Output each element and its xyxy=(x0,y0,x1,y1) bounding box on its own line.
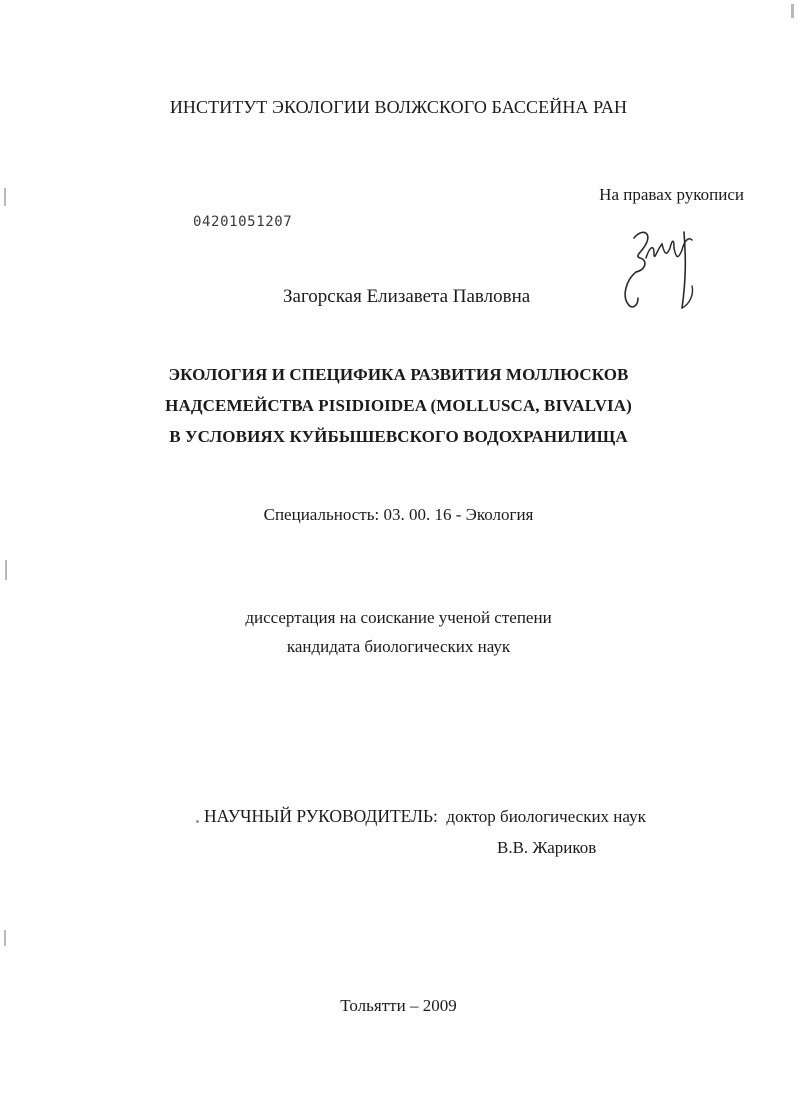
dissertation-line-2: кандидата биологических наук xyxy=(286,637,511,656)
city-year: Тольятти – 2009 xyxy=(340,996,457,1015)
advisor-name: В.В. Жариков xyxy=(497,838,597,857)
scan-edge-mark xyxy=(791,4,794,18)
scan-edge-mark xyxy=(4,930,6,946)
specialty: Специальность: 03. 00. 16 - Экология xyxy=(263,505,534,524)
rights-notice: На правах рукописи xyxy=(599,185,744,204)
advisor-degree: доктор биологических наук xyxy=(446,807,646,826)
dissertation-line-1: диссертация на соискание ученой степени xyxy=(245,608,552,627)
title-line-1: ЭКОЛОГИЯ И СПЕЦИФИКА РАЗВИТИЯ МОЛЛЮСКОВ xyxy=(168,365,629,384)
title-line-2: НАДСЕМЕЙСТВА PISIDIOIDEA (MOLLUSCA, BIVALVIA) xyxy=(165,396,632,415)
author-name: Загорская Елизавета Павловна xyxy=(283,286,531,307)
scan-speck xyxy=(196,820,199,823)
scan-edge-mark xyxy=(4,188,6,206)
scan-edge-mark xyxy=(5,560,7,580)
advisor-line xyxy=(204,806,646,827)
institute-name: ИНСТИТУТ ЭКОЛОГИИ ВОЛЖСКОГО БАССЕЙНА РАН xyxy=(169,97,628,117)
title-line-3: В УСЛОВИЯХ КУЙБЫШЕВСКОГО ВОДОХРАНИЛИЩА xyxy=(169,427,628,446)
handwritten-signature xyxy=(612,218,702,313)
archive-number: 04201051207 xyxy=(193,214,293,230)
advisor-label: НАУЧНЫЙ РУКОВОДИТЕЛЬ: xyxy=(204,806,438,826)
